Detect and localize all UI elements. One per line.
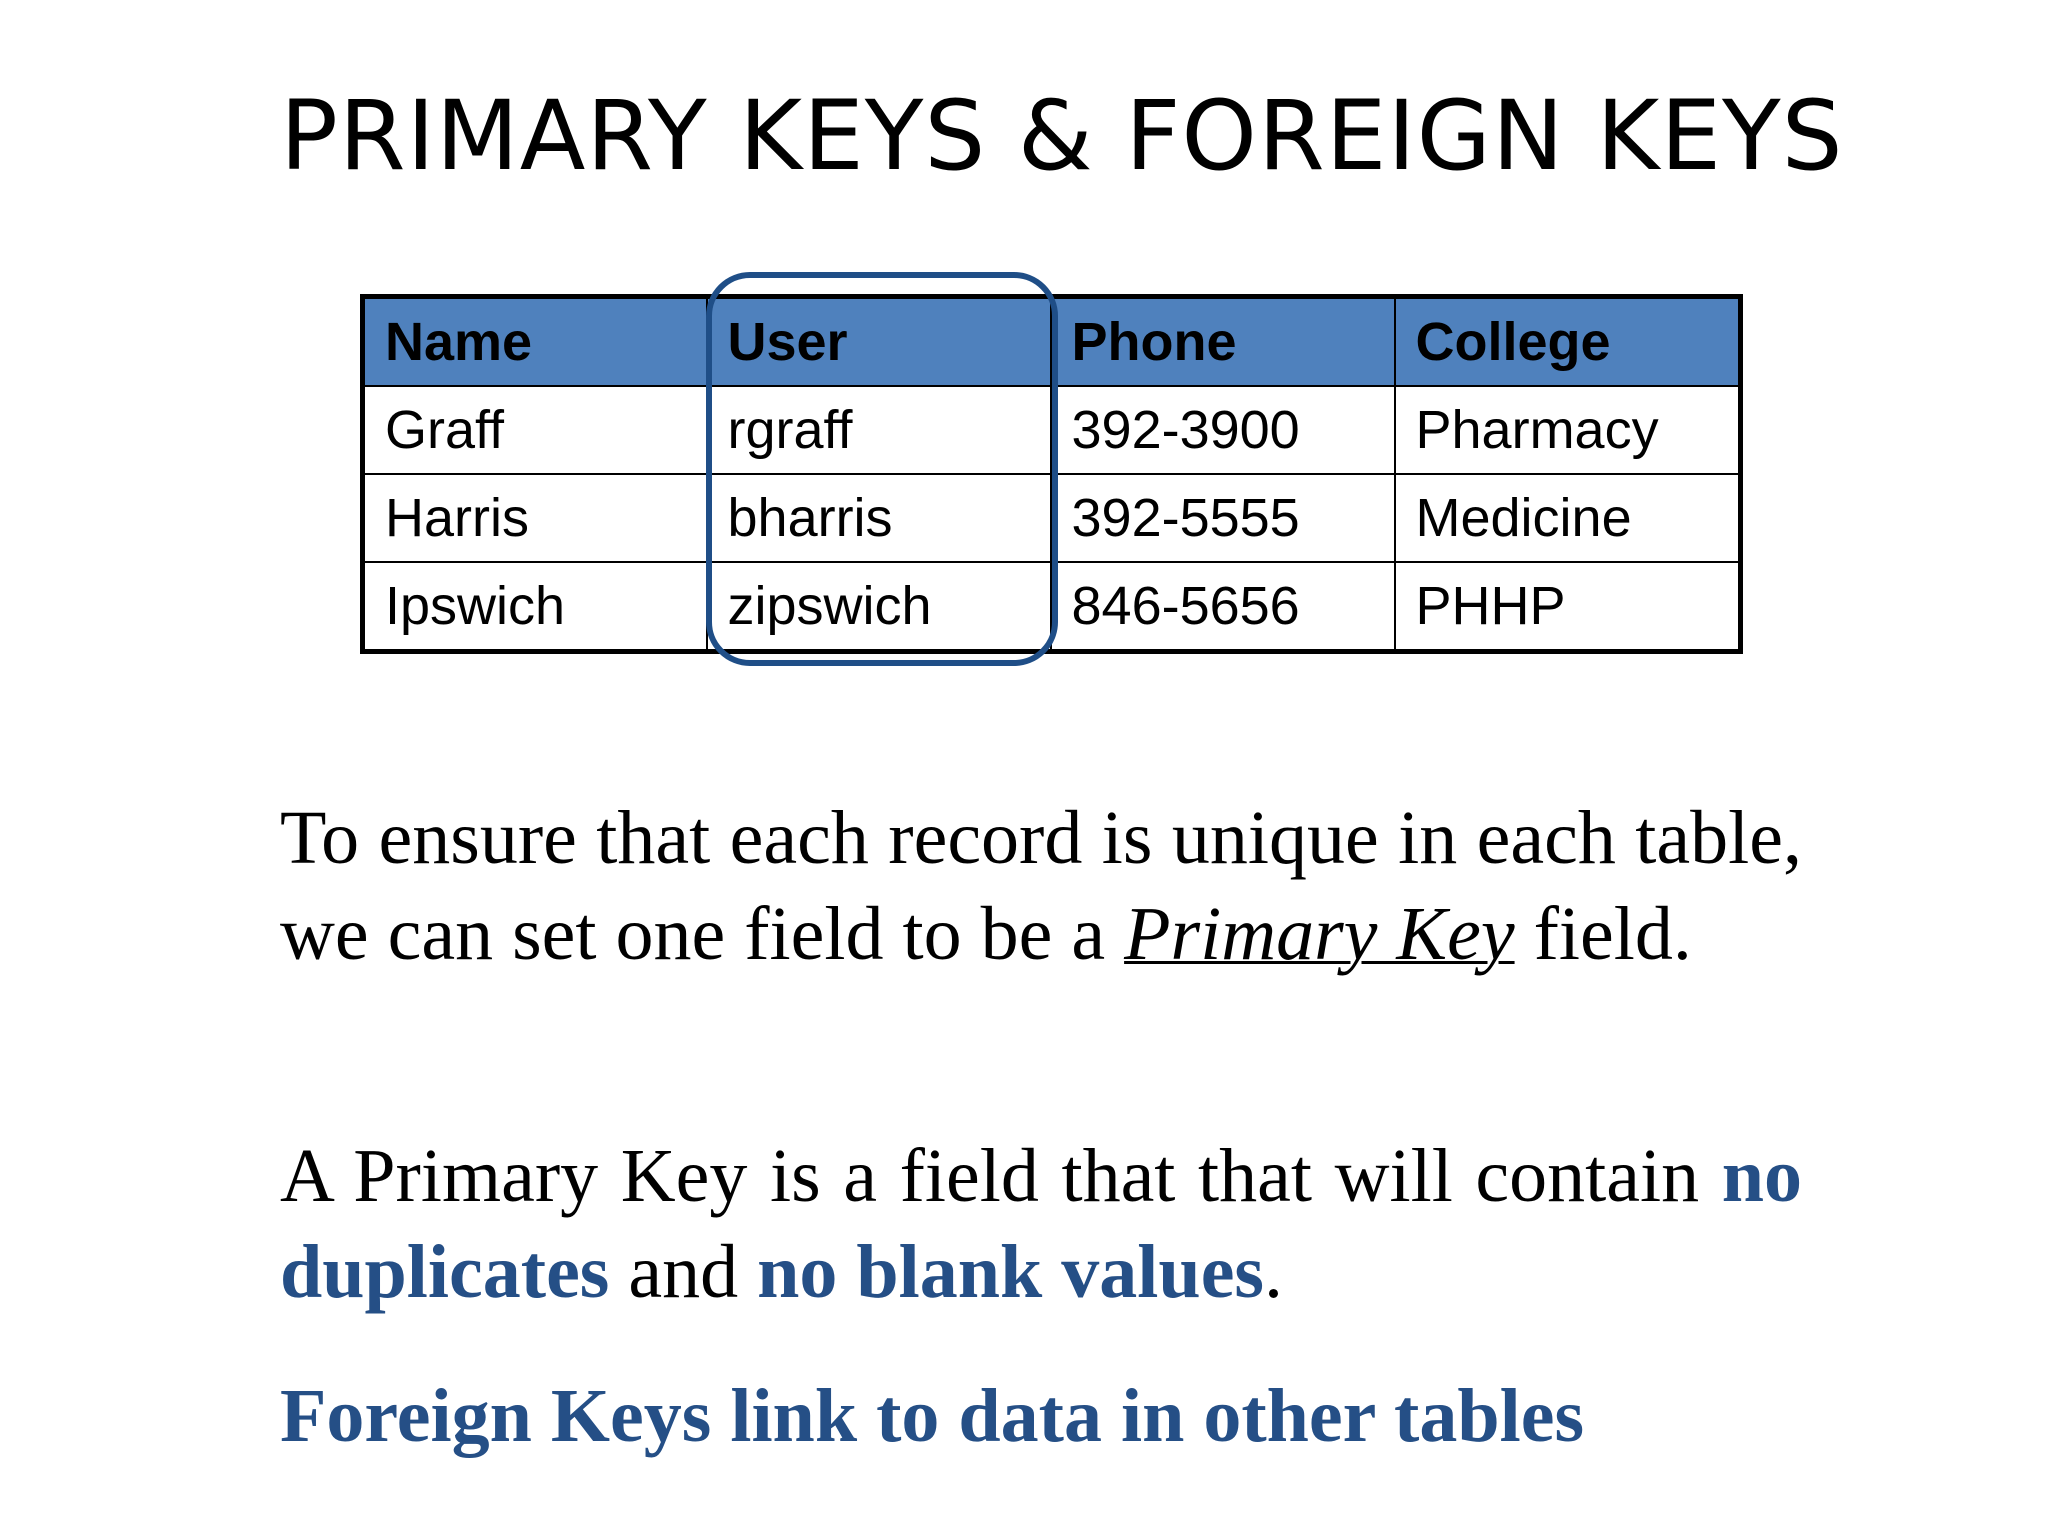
cell-user: zipswich: [707, 562, 1051, 652]
slide-title: PRIMARY KEYS & FOREIGN KEYS: [280, 80, 1844, 192]
paragraph-text: field.: [1514, 892, 1692, 976]
cell-user: bharris: [707, 474, 1051, 562]
cell-name: Harris: [363, 474, 707, 562]
column-header-user-label: User: [727, 312, 848, 372]
paragraph-foreign-keys: Foreign Keys link to data in other tables: [280, 1374, 1585, 1458]
cell-phone: 846-5656: [1051, 562, 1395, 652]
column-header-user: [707, 297, 1051, 387]
cell-phone: 392-5555: [1051, 474, 1395, 562]
paragraph-text: To ensure that each record is unique in each table, we can set one field to be a: [280, 796, 1802, 976]
paragraph-text: A Primary Key is a field that that will contain: [280, 1134, 1722, 1218]
users-table: [360, 294, 1743, 654]
table-row: [363, 386, 1741, 474]
paragraph-text: and: [609, 1230, 758, 1314]
cell-user: rgraff: [707, 386, 1051, 474]
users-table-container: [360, 294, 1738, 654]
cell-college: PHHP: [1395, 562, 1741, 652]
emphasis-no-duplicates: no duplicates: [280, 1134, 1802, 1314]
cell-name: Graff: [363, 386, 707, 474]
column-header-college: College: [1395, 297, 1741, 387]
cell-college: Pharmacy: [1395, 386, 1741, 474]
paragraph-primary-key-definition: [280, 1128, 1802, 1320]
paragraph-primary-key-purpose: [280, 790, 1802, 982]
cell-college: Medicine: [1395, 474, 1741, 562]
primary-key-term: Primary Key: [1124, 892, 1515, 976]
paragraph-text: .: [1264, 1230, 1284, 1314]
cell-phone: 392-3900: [1051, 386, 1395, 474]
table-header-row: [363, 297, 1741, 387]
cell-name: Ipswich: [363, 562, 707, 652]
table-row: [363, 474, 1741, 562]
emphasis-no-blank-values: no blank values: [757, 1230, 1265, 1314]
column-header-name: Name: [363, 297, 707, 387]
column-header-phone: Phone: [1051, 297, 1395, 387]
table-row: [363, 562, 1741, 652]
